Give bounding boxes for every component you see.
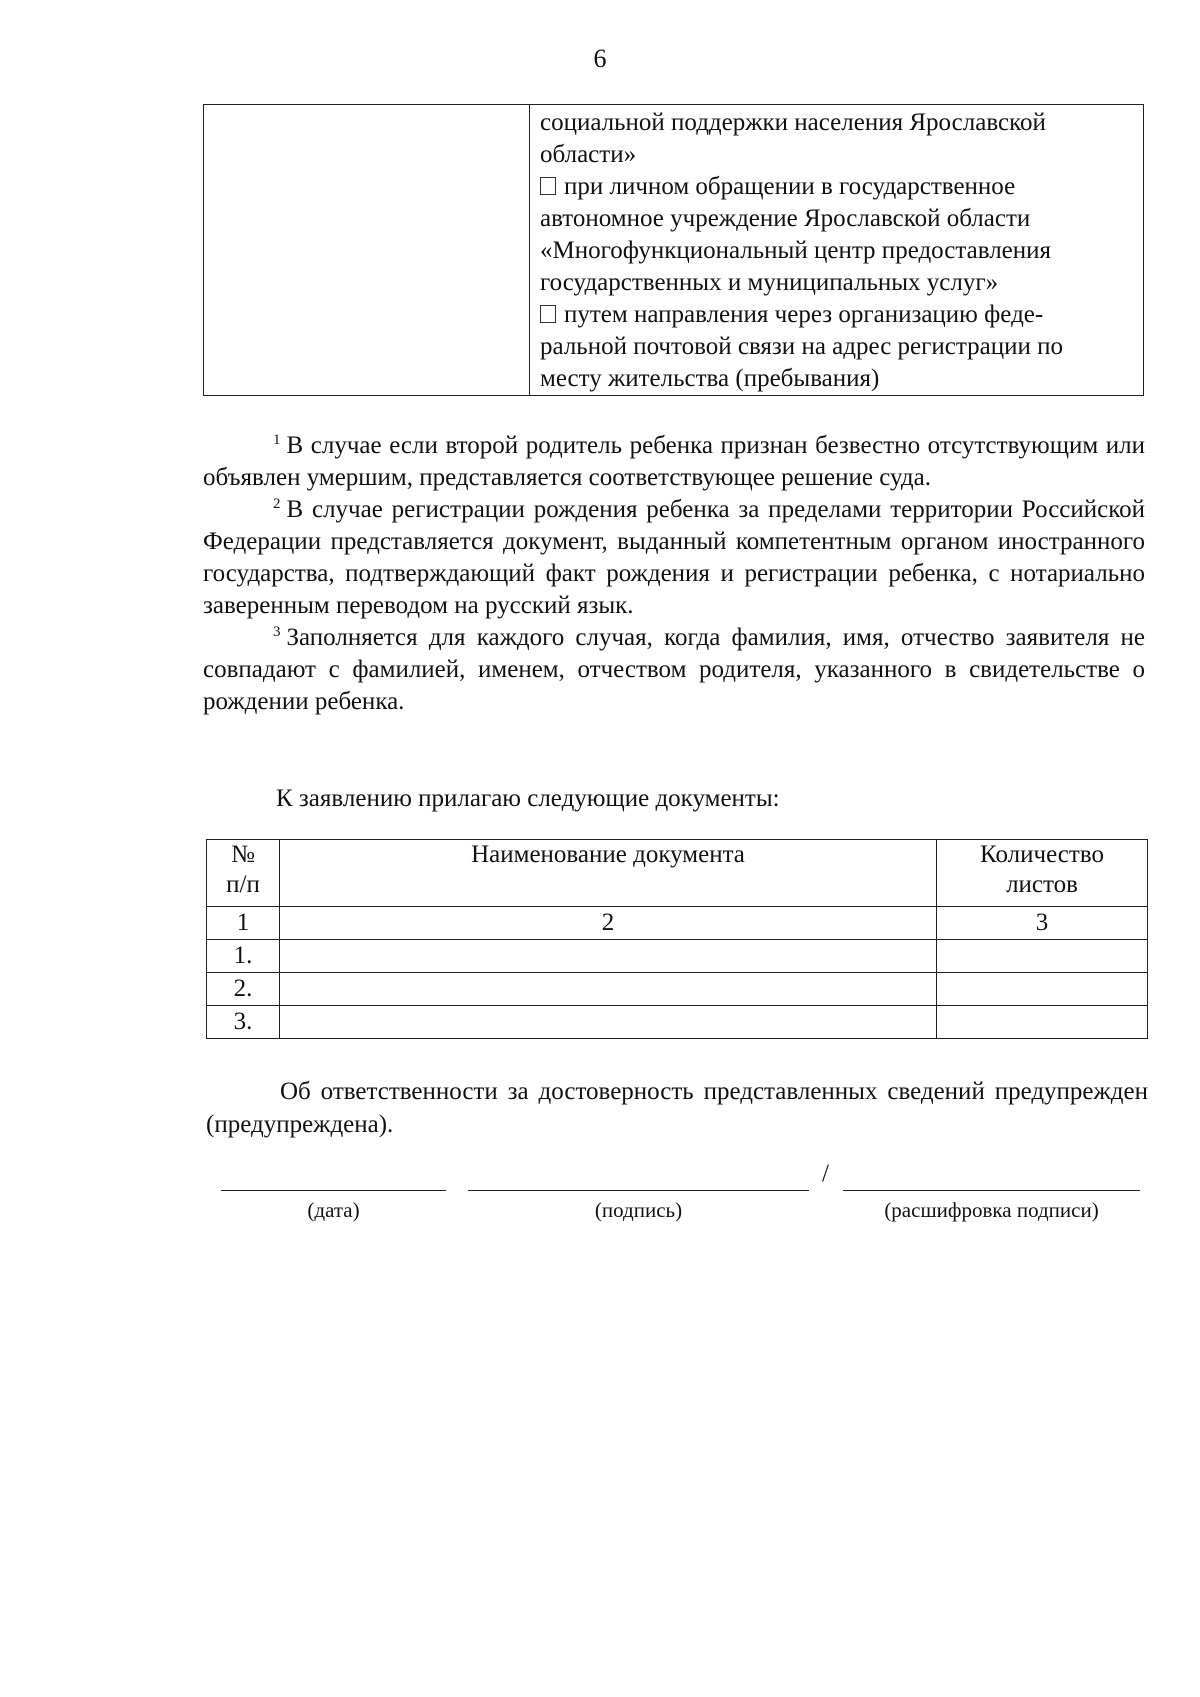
header-sheets-line2: листов — [1006, 871, 1078, 898]
delivery-line: «Многофункциональный центр предоставления — [540, 237, 1052, 264]
footnote — [203, 430, 1145, 494]
responsibility-text: Об ответственности за достоверность представленных сведений предупрежден (предупреждена). — [206, 1078, 1148, 1138]
delivery-line: при личном обращении в государственное — [564, 173, 1016, 200]
signature-slash: / — [822, 1160, 829, 1187]
header-number-line2: п/п — [226, 871, 260, 898]
page-number: 6 — [593, 44, 607, 73]
attachments-heading: К заявлению прилагаю следующие документы: — [276, 785, 780, 812]
checkbox-icon[interactable] — [540, 305, 556, 323]
delivery-line: месту жительства (пребывания) — [540, 365, 880, 392]
footnote-mark: 1 — [273, 432, 281, 448]
column-numbering-row — [207, 907, 1148, 940]
header-document-name: Наименование документа — [280, 840, 937, 907]
footnote — [203, 622, 1145, 718]
table-row — [207, 1006, 1148, 1039]
footnote — [203, 494, 1145, 622]
footnotes — [203, 430, 1145, 718]
header-sheets-line1: Количество — [980, 841, 1104, 868]
delivery-line: социальной поддержки населения Ярославской — [540, 109, 1046, 136]
sheets-count-cell[interactable] — [937, 1006, 1148, 1039]
delivery-line: ральной почтовой связи на адрес регистрации по — [540, 333, 1063, 360]
delivery-methods-table — [203, 104, 1144, 396]
delivery-line: автономное учреждение Ярославской области — [540, 205, 1031, 232]
checkbox-icon[interactable] — [540, 177, 556, 195]
table-row — [207, 973, 1148, 1006]
date-field-line[interactable] — [221, 1190, 446, 1191]
document-name-cell[interactable] — [280, 1006, 937, 1039]
signature-caption: (подпись) — [594, 1198, 683, 1222]
column-number: 2 — [280, 907, 937, 940]
documents-table-header — [207, 840, 1148, 907]
sheets-count-cell[interactable] — [937, 940, 1148, 973]
signature-field-line[interactable] — [468, 1190, 809, 1191]
table-row — [207, 940, 1148, 973]
footnote-mark: 3 — [273, 624, 281, 640]
delivery-table-right-cell — [530, 105, 1144, 396]
delivery-table-left-cell — [204, 105, 530, 396]
footnote-mark: 2 — [273, 496, 281, 512]
documents-table — [206, 839, 1148, 1039]
header-number — [207, 840, 280, 907]
header-sheets — [937, 840, 1148, 907]
row-number: 3. — [207, 1006, 280, 1039]
row-number: 1. — [207, 940, 280, 973]
footnote-text: Заполняется для каждого случая, когда фамилия, имя, отчество заявителя не совпадают с фамилией, именем, отчеством родителя, указанного в свидетельстве о рождении ребенка. — [203, 624, 1145, 715]
delivery-line: государственных и муниципальных услуг» — [540, 269, 999, 296]
footnote-text: В случае если второй родитель ребенка признан безвестно отсутствующим или объявлен умершим, представляется соответствующее решение суда. — [203, 432, 1145, 491]
delivery-option-by-mail[interactable] — [540, 299, 1133, 331]
delivery-line: путем направления через организацию феде- — [564, 301, 1044, 328]
sheets-count-cell[interactable] — [937, 973, 1148, 1006]
delivery-line: области» — [540, 141, 637, 168]
header-number-line1: № — [231, 841, 255, 868]
document-name-cell[interactable] — [280, 940, 937, 973]
document-name-cell[interactable] — [280, 973, 937, 1006]
signature-decoding-field-line[interactable] — [843, 1190, 1140, 1191]
row-number: 2. — [207, 973, 280, 1006]
column-number: 1 — [207, 907, 280, 940]
footnote-text: В случае регистрации рождения ребенка за пределами территории Российской Федерации представляется документ, выданный компетентным органом иностранного государства, подтверждающий факт рождения и регистрации ребенка, с нотариально заверенным переводом на русский язык. — [203, 496, 1145, 619]
date-caption: (дата) — [307, 1198, 360, 1222]
delivery-option-in-person[interactable] — [540, 171, 1133, 203]
responsibility-statement — [206, 1075, 1148, 1141]
column-number: 3 — [937, 907, 1148, 940]
signature-decoding-caption: (расшифровка подписи) — [884, 1198, 1099, 1222]
